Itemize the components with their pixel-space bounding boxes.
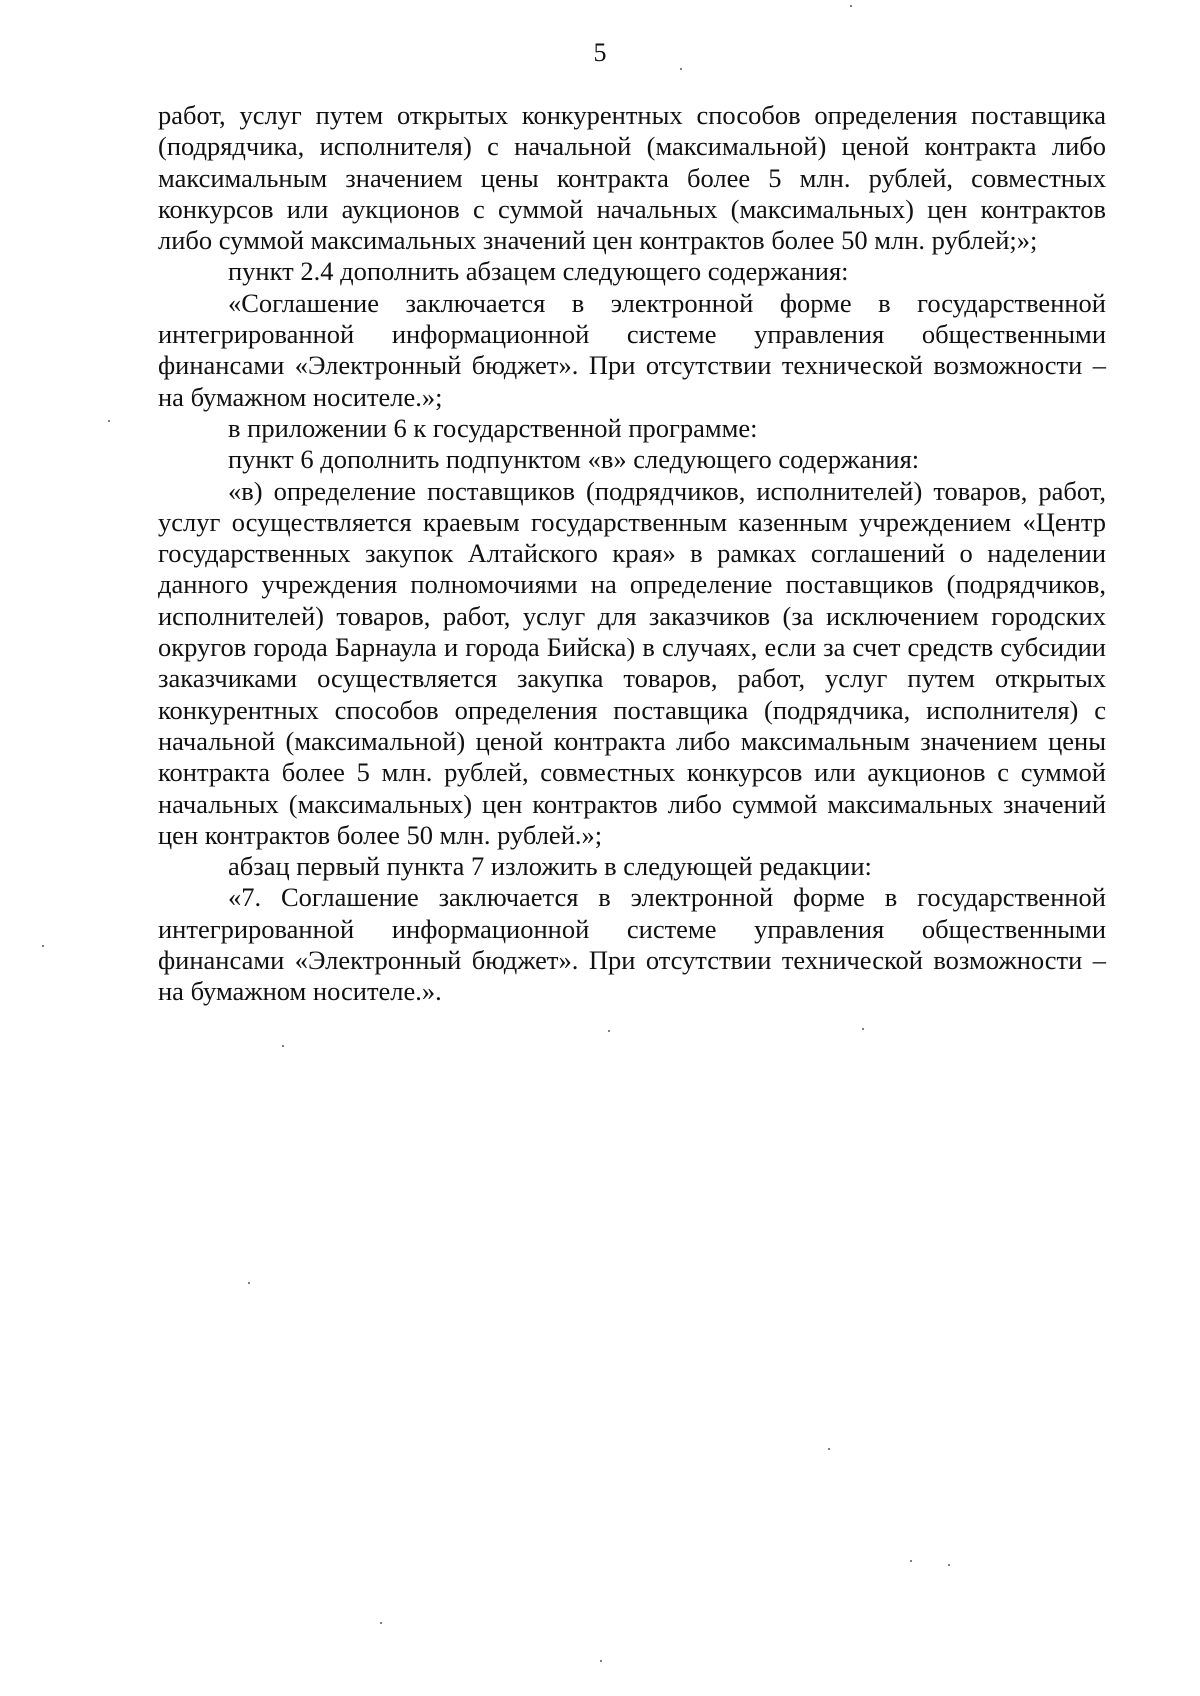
scan-speck <box>282 1045 284 1047</box>
scan-speck <box>862 1028 864 1030</box>
scan-speck <box>608 1030 610 1032</box>
paragraph-subitem-v: «в) определение поставщиков (подрядчиков, исполнителей) товаров, работ, услуг осуществляется краевым государственным казенным учреждением «Центр государственных закупок Алтайского края» в рамках соглашений о наделении данного учреждения полномочиями на определение поставщиков (подрядчиков, исполнителей) товаров, работ, услуг для заказчиков (за исключением городских округов города Барнаула и города Бийска) в случаях, если за счет средств субсидии заказчиками осуществляется закупка товаров, работ, услуг путем открытых конкурентных способов определения поставщика (подрядчика, исполнителя) с начальной (максимальной) ценой контракта либо максимальным значением цены контракта более 5 млн. рублей, совместных конкурсов или аукционов с суммой начальных (максимальных) цен контрактов либо суммой максимальных значений цен контрактов более 50 млн. рублей.»; <box>158 475 1106 850</box>
paragraph-item-7-text: «7. Соглашение заключается в электронной форме в государственной интегрированной информационной системе управления общественными финансами «Электронный бюджет». При отсутствии технической возможности – на бумажном носителе.». <box>158 882 1106 1007</box>
scan-speck <box>600 1660 602 1662</box>
scan-speck <box>850 5 852 7</box>
scan-speck <box>248 1282 250 1284</box>
scan-speck <box>108 420 110 422</box>
paragraph-appendix-6: в приложении 6 к государственной программе: <box>228 412 758 443</box>
paragraph-amend-2-4: пункт 2.4 дополнить абзацем следующего содержания: <box>228 256 849 287</box>
paragraph-agreement-text: «Соглашение заключается в электронной форме в государственной интегрированной информационной системе управления общественными финансами «Электронный бюджет». При отсутствии технической возможности – на бумажном носителе.»; <box>158 287 1106 412</box>
scan-speck <box>948 1564 950 1566</box>
scan-speck <box>910 1560 912 1562</box>
paragraph-amend-7: абзац первый пункта 7 изложить в следующей редакции: <box>228 851 872 882</box>
scan-speck <box>680 68 682 70</box>
document-body <box>158 100 1106 1008</box>
paragraph-continuation: работ, услуг путем открытых конкурентных способов определения поставщика (подрядчика, исполнителя) с начальной (максимальной) ценой контракта либо максимальным значением цены контракта более 5 млн. рублей, совместных конкурсов или аукционов с суммой начальных (максимальных) цен контрактов либо суммой максимальных значений цен контрактов более 50 млн. рублей;»; <box>158 100 1106 256</box>
scan-speck <box>380 1622 382 1624</box>
paragraph-amend-6: пункт 6 дополнить подпунктом «в» следующего содержания: <box>228 444 920 475</box>
scan-speck <box>42 945 44 947</box>
page-number: 5 <box>593 38 607 67</box>
scan-speck <box>828 1448 830 1450</box>
